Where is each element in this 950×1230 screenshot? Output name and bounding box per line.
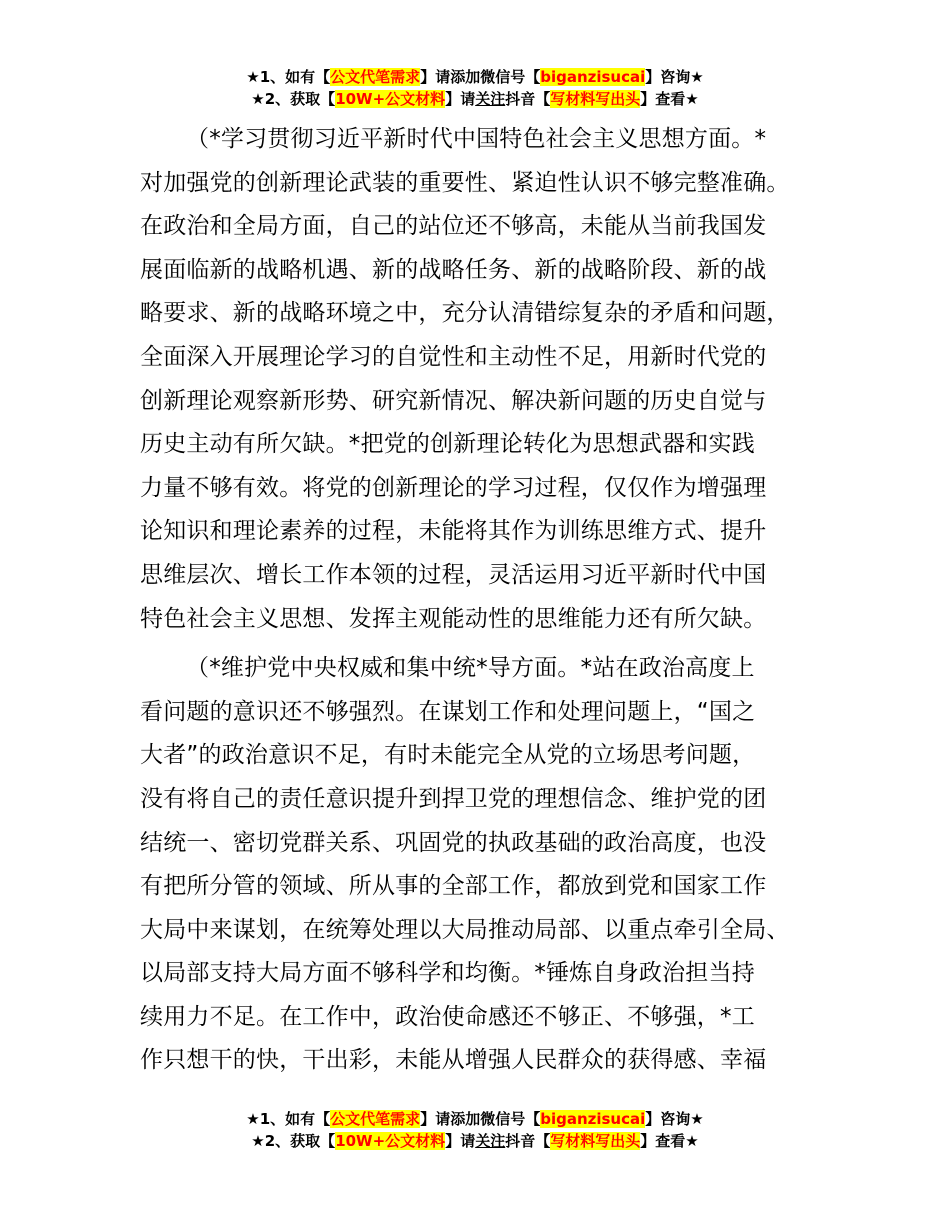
banner-text: 】请 — [445, 90, 476, 108]
banner-text: 抖音【 — [505, 1132, 551, 1150]
banner-text: 抖音【 — [505, 90, 551, 108]
banner-text: 】咨询★ — [645, 68, 704, 86]
text-line: 展面临新的战略机遇、新的战略任务、新的战略阶段、新的战 — [140, 256, 767, 283]
text-line: 大者”的政治意识不足，有时未能完全从党的立场思考问题， — [140, 742, 756, 769]
text-line: 思维层次、增长工作本领的过程，灵活运用习近平新时代中国 — [140, 561, 767, 588]
paragraph-theory-study — [140, 118, 840, 641]
banner-text: ★1、如有【 — [246, 1110, 331, 1128]
text-line: 略要求、新的战略环境之中，充分认清错综复杂的矛盾和问题， — [140, 300, 790, 327]
text-line: 有把所分管的领域、所从事的全部工作，都放到党和国家工作 — [140, 873, 767, 900]
banner-line-2 — [0, 1130, 950, 1152]
text-line: 作只想干的快，干出彩，未能从增强人民群众的获得感、幸福 — [140, 1047, 767, 1074]
text-line: 创新理论观察新形势、研究新情况、解决新问题的历史自觉与 — [140, 387, 767, 414]
text-line: 在政治和全局方面，自己的站位还不够高，未能从当前我国发 — [140, 213, 767, 240]
banner-highlight-wechat-id: biganzisucai — [540, 68, 646, 86]
banner-text: ★2、获取【 — [251, 90, 336, 108]
text-line: 结统一、密切党群关系、巩固党的执政基础的政治高度，也没 — [140, 829, 767, 856]
banner-highlight-service: 公文代笔需求 — [330, 68, 421, 86]
text-line: 力量不够有效。将党的创新理论的学习过程，仅仅作为增强理 — [140, 474, 767, 501]
banner-highlight-wechat-id: biganzisucai — [540, 1110, 646, 1128]
footer-banner — [0, 1108, 950, 1152]
banner-highlight-douyin: 写材料写出头 — [550, 90, 641, 108]
banner-line-1 — [0, 66, 950, 88]
document-body — [140, 118, 840, 1083]
banner-text: 】查看★ — [640, 1132, 699, 1150]
banner-text: 】请添加微信号【 — [420, 68, 541, 86]
text-line: 没有将自己的责任意识提升到捍卫党的理想信念、维护党的团 — [140, 785, 767, 812]
banner-highlight-materials: 10W+公文材料 — [335, 1132, 446, 1150]
banner-text: 】请添加微信号【 — [420, 1110, 541, 1128]
text-line: （*维护党中央权威和集中统*导方面。*站在政治高度上 — [186, 655, 755, 682]
text-line: 以局部支持大局方面不够科学和均衡。*锤炼自身政治担当持 — [140, 960, 755, 987]
banner-text: ★2、获取【 — [251, 1132, 336, 1150]
text-line: 特色社会主义思想、发挥主观能动性的思维能力还有所欠缺。 — [140, 605, 767, 632]
text-line: 续用力不足。在工作中，政治使命感还不够正、不够强，*工 — [140, 1003, 755, 1030]
banner-text: 】咨询★ — [645, 1110, 704, 1128]
banner-underlined-follow: 关注 — [475, 1132, 506, 1150]
banner-text: ★1、如有【 — [246, 68, 331, 86]
paragraph-central-authority — [140, 647, 840, 1083]
banner-highlight-materials: 10W+公文材料 — [335, 90, 446, 108]
header-banner — [0, 66, 950, 110]
text-line: 历史主动有所欠缺。*把党的创新理论转化为思想武器和实践 — [140, 431, 755, 458]
banner-highlight-douyin: 写材料写出头 — [550, 1132, 641, 1150]
text-line: 论知识和理论素养的过程，未能将其作为训练思维方式、提升 — [140, 518, 767, 545]
text-line: 看问题的意识还不够强烈。在谋划工作和处理问题上，“国之 — [140, 698, 756, 725]
banner-text: 】查看★ — [640, 90, 699, 108]
banner-text: 】请 — [445, 1132, 476, 1150]
banner-underlined-follow: 关注 — [475, 90, 506, 108]
banner-highlight-service: 公文代笔需求 — [330, 1110, 421, 1128]
text-line: 大局中来谋划，在统筹处理以大局推动局部、以重点牵引全局、 — [140, 916, 790, 943]
text-line: （*学习贯彻习近平新时代中国特色社会主义思想方面。* — [186, 126, 767, 152]
banner-line-1 — [0, 1108, 950, 1130]
text-line: 全面深入开展理论学习的自觉性和主动性不足，用新时代党的 — [140, 343, 767, 370]
banner-line-2 — [0, 88, 950, 110]
text-line: 对加强党的创新理论武装的重要性、紧迫性认识不够完整准确。 — [140, 169, 790, 196]
